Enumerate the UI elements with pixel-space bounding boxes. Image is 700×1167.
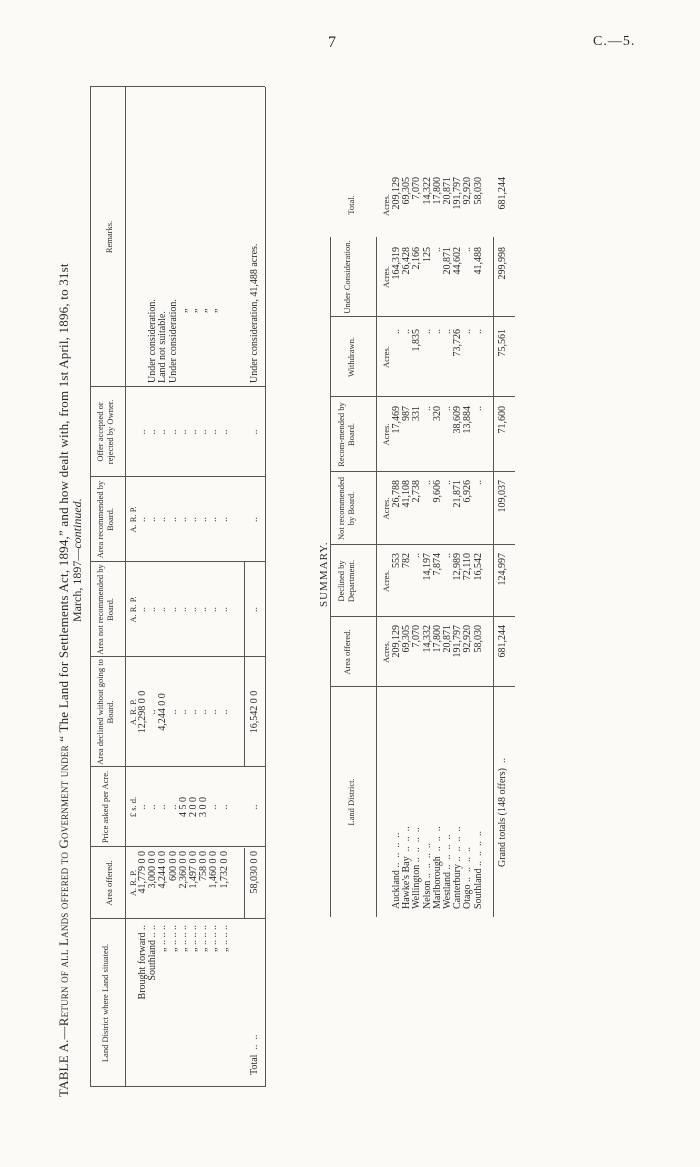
summary-offered-column bbox=[392, 625, 484, 685]
header-price: Price asked per Acre. bbox=[100, 770, 110, 844]
list-item: 58,030 bbox=[472, 177, 484, 205]
list-item: Wellington .. .. .. .. bbox=[411, 827, 423, 909]
list-item: „ bbox=[208, 308, 220, 313]
unit-price: £ s. d. bbox=[128, 796, 138, 818]
list-item: .. bbox=[147, 429, 159, 435]
list-item: .. bbox=[401, 329, 413, 334]
list-item: „ bbox=[198, 308, 210, 313]
unit-not-rec: A. R. P. bbox=[128, 596, 138, 623]
list-item: 12,298 0 0 bbox=[137, 690, 148, 734]
total-declined: 16,542 0 0 bbox=[249, 690, 260, 734]
list-item: „ .. .. .. bbox=[188, 925, 200, 952]
list-item: 41,488 bbox=[472, 247, 484, 275]
list-item: .. bbox=[462, 329, 474, 334]
list-item: .. bbox=[167, 429, 179, 435]
list-item: Under consideration. bbox=[147, 299, 159, 383]
list-item: Otago .. .. .. .. bbox=[462, 847, 474, 909]
list-item: 41,108 bbox=[401, 480, 413, 508]
list-item: 3 0 0 bbox=[198, 797, 210, 817]
header-remarks: Remarks. bbox=[104, 220, 114, 254]
list-item: Southland .. .. bbox=[147, 925, 159, 981]
list-item: 17,469 bbox=[391, 406, 402, 434]
list-item: Under consideration. bbox=[167, 299, 179, 383]
unit-declined: A. R. P. bbox=[128, 698, 138, 726]
total-rec: .. bbox=[249, 517, 260, 522]
summary-title: SUMMARY. bbox=[318, 541, 330, 607]
list-item: .. bbox=[188, 709, 200, 715]
list-item: 2,738 bbox=[411, 480, 423, 503]
summary-unit: Acres. bbox=[381, 641, 391, 663]
total-area: 58,030 0 0 bbox=[249, 851, 260, 894]
list-item: 782 bbox=[401, 553, 413, 568]
list-item: .. bbox=[391, 329, 402, 334]
title-line2a: March, 1897— bbox=[70, 548, 84, 622]
summary-unit: Acres. bbox=[381, 497, 391, 520]
list-item: „ .. .. .. bbox=[177, 925, 189, 952]
list-item: 13,884 bbox=[462, 406, 474, 434]
summary-unit: Acres. bbox=[381, 423, 391, 446]
list-item: 58,030 bbox=[472, 625, 484, 653]
list-item: 72,110 bbox=[462, 553, 474, 581]
list-item: 38,609 bbox=[452, 406, 464, 434]
list-item: Brought forward .. bbox=[137, 925, 148, 1000]
page-number: 7 bbox=[328, 34, 336, 51]
list-item: Westland .. .. .. .. bbox=[442, 834, 454, 909]
list-item: .. bbox=[188, 517, 200, 522]
unit-area: A. R. P. bbox=[128, 869, 138, 897]
list-item: 553 bbox=[391, 553, 402, 568]
grand-not-rec: 109,037 bbox=[497, 480, 508, 513]
list-item: 2,166 bbox=[411, 247, 423, 270]
list-item: .. bbox=[421, 329, 433, 334]
list-item: .. bbox=[218, 607, 230, 612]
list-item: 7,070 bbox=[411, 177, 423, 200]
list-item: Nelson .. .. .. .. bbox=[421, 843, 433, 909]
list-item: 12,989 bbox=[452, 553, 464, 581]
total-price: .. bbox=[249, 804, 260, 810]
summary-header-total: Total. bbox=[346, 195, 356, 215]
list-item: .. bbox=[472, 406, 484, 411]
list-item: .. bbox=[218, 429, 230, 435]
header-not-recommended: Area not recommended by Board. bbox=[95, 564, 115, 655]
list-item: .. bbox=[188, 429, 200, 435]
list-item: .. bbox=[177, 607, 189, 612]
offer-column bbox=[138, 389, 230, 475]
summary-unit: Acres. bbox=[381, 346, 391, 368]
list-item: .. bbox=[147, 607, 159, 612]
list-item: 14,197 bbox=[421, 553, 433, 581]
list-item: .. bbox=[147, 804, 159, 810]
list-item: .. bbox=[472, 480, 484, 485]
list-item: Canterbury .. .. .. .. bbox=[452, 826, 464, 909]
list-item: 987 bbox=[401, 406, 413, 421]
list-item: 20,871 bbox=[442, 177, 454, 205]
grand-withdrawn: 75,561 bbox=[497, 329, 508, 357]
list-item: 26,428 bbox=[401, 247, 413, 275]
list-item: .. bbox=[137, 429, 148, 435]
list-item: „ bbox=[177, 308, 189, 313]
header-declined: Area declined without going to Board. bbox=[95, 659, 115, 765]
title-main: Return of all Lands offered to Government under bbox=[56, 745, 71, 1027]
list-item: .. bbox=[167, 607, 179, 612]
list-item: .. bbox=[431, 247, 443, 252]
list-item: „ .. .. .. bbox=[167, 925, 179, 952]
list-item: .. bbox=[208, 607, 220, 612]
list-item: .. bbox=[167, 517, 179, 522]
declined-column bbox=[138, 659, 230, 765]
list-item: .. bbox=[198, 517, 210, 522]
list-item: .. bbox=[177, 517, 189, 522]
summary-header-declined: Declined by Department. bbox=[336, 559, 356, 603]
list-item: 14,322 bbox=[421, 177, 433, 205]
list-item: .. bbox=[421, 406, 433, 411]
list-item: .. bbox=[167, 804, 179, 810]
list-item: 69,305 bbox=[401, 625, 413, 653]
list-item: 69,305 bbox=[401, 177, 413, 205]
remarks-column bbox=[138, 93, 220, 383]
list-item: .. bbox=[157, 607, 169, 612]
summary-total-column bbox=[392, 177, 484, 235]
unit-rec: A. R. P. bbox=[128, 506, 138, 533]
list-item: .. bbox=[411, 553, 423, 558]
list-item: 21,871 bbox=[452, 480, 464, 508]
summary-header-not-rec: Not recommended by Board. bbox=[336, 476, 356, 541]
title-continued: continued. bbox=[70, 498, 84, 549]
summary-declined-column bbox=[392, 553, 484, 615]
list-item: Auckland .. .. .. .. bbox=[391, 832, 402, 909]
list-item: 73,726 bbox=[452, 329, 464, 357]
list-item: .. bbox=[208, 804, 220, 810]
grand-declined: 124,997 bbox=[497, 553, 508, 586]
list-item: .. bbox=[167, 709, 179, 715]
list-item: 209,129 bbox=[391, 625, 402, 658]
list-item: 20,871 bbox=[442, 247, 454, 275]
list-item: 2,360 0 0 bbox=[177, 851, 189, 889]
list-item: „ bbox=[188, 308, 199, 313]
summary-unit: Acres. bbox=[381, 194, 391, 216]
grand-under: 299,998 bbox=[497, 247, 508, 280]
list-item: 164,319 bbox=[391, 247, 402, 280]
list-item: 600 0 0 bbox=[167, 851, 179, 881]
list-item: Land not suitable. bbox=[157, 311, 169, 383]
list-item: .. bbox=[198, 607, 210, 612]
list-item: .. bbox=[198, 709, 210, 715]
header-area-offered: Area offered. bbox=[104, 860, 114, 906]
list-item: „ .. .. .. bbox=[208, 925, 220, 952]
list-item: .. bbox=[431, 329, 443, 334]
not-recommended-column bbox=[138, 564, 230, 655]
list-item: 26,788 bbox=[391, 480, 402, 508]
total-remarks: Under consideration, 41,488 acres. bbox=[249, 243, 260, 383]
list-item: 2 0 0 bbox=[188, 797, 200, 817]
list-item: Southland .. .. .. .. bbox=[472, 830, 484, 909]
area-offered-column bbox=[138, 851, 230, 917]
list-item: 17,800 bbox=[431, 625, 443, 653]
list-item: 4,244 0 0 bbox=[157, 851, 169, 889]
total-offer: .. bbox=[249, 429, 260, 435]
list-item: 7,874 bbox=[431, 553, 443, 576]
list-item: 191,797 bbox=[452, 625, 464, 658]
summary-header-under: Under Consideration. bbox=[342, 240, 352, 314]
list-item: .. bbox=[442, 553, 454, 558]
total-not-rec: .. bbox=[249, 607, 260, 612]
list-item: 1,732 0 0 bbox=[218, 851, 230, 889]
list-item: 92,920 bbox=[462, 177, 474, 205]
list-item: .. bbox=[218, 517, 230, 522]
table-title bbox=[56, 263, 72, 1097]
list-item: 41,779 0 0 bbox=[137, 851, 148, 894]
list-item: 4,244 0 0 bbox=[157, 693, 169, 731]
summary-header-district: Land District. bbox=[346, 778, 356, 826]
summary-rec-column bbox=[392, 406, 484, 470]
list-item: .. bbox=[147, 517, 159, 522]
list-item: .. bbox=[177, 709, 189, 715]
list-item: .. bbox=[218, 709, 230, 715]
list-item: 191,797 bbox=[452, 177, 464, 210]
list-item: 9,606 bbox=[431, 480, 443, 503]
list-item: .. bbox=[462, 247, 474, 252]
price-column bbox=[138, 769, 230, 845]
summary-unit: Acres. bbox=[381, 570, 391, 592]
list-item: 125 bbox=[421, 247, 433, 262]
summary-under-column bbox=[392, 247, 484, 315]
list-item: .. bbox=[472, 329, 484, 334]
list-item: 7,070 bbox=[411, 625, 423, 648]
title-prefix: TABLE A.— bbox=[56, 1026, 71, 1097]
list-item: 209,129 bbox=[391, 177, 402, 210]
list-item: „ .. .. .. bbox=[198, 925, 210, 952]
list-item: 17,800 bbox=[431, 177, 443, 205]
list-item: .. bbox=[442, 480, 454, 485]
header-offer: Offer accepted or rejected by Owner. bbox=[95, 399, 115, 465]
list-item: 16,542 bbox=[472, 553, 484, 581]
grand-totals-label: Grand totals (148 offers) .. bbox=[497, 758, 508, 867]
list-item: .. bbox=[177, 429, 189, 435]
summary-not-rec-column bbox=[392, 480, 484, 543]
district-list bbox=[138, 925, 230, 1083]
list-item: 1,835 bbox=[411, 329, 423, 352]
grand-offered: 681,244 bbox=[497, 625, 508, 658]
list-item: .. bbox=[218, 804, 230, 810]
header-district: Land District where Land situated. bbox=[100, 943, 110, 1063]
page-code: C.—5. bbox=[593, 34, 636, 49]
table-title-line2 bbox=[70, 498, 85, 622]
list-item: .. bbox=[198, 429, 210, 435]
grand-total: 681,244 bbox=[497, 177, 508, 210]
list-item: .. bbox=[147, 709, 159, 715]
list-item: „ .. .. .. bbox=[157, 925, 169, 952]
list-item: .. bbox=[188, 607, 200, 612]
list-item: 92,920 bbox=[462, 625, 474, 653]
list-item: .. bbox=[208, 709, 220, 715]
grand-rec: 71,600 bbox=[497, 406, 508, 434]
list-item: Marlborough .. .. .. bbox=[431, 826, 443, 909]
list-item: .. bbox=[157, 517, 169, 522]
list-item: 758 0 0 bbox=[198, 851, 210, 881]
header-recommended: Area recommended by Board. bbox=[95, 480, 115, 559]
list-item: .. bbox=[208, 429, 220, 435]
summary-district-column bbox=[392, 689, 484, 909]
list-item: 320 bbox=[431, 406, 443, 421]
list-item: „ .. .. .. bbox=[218, 925, 230, 952]
list-item: 331 bbox=[411, 406, 423, 421]
list-item: 4 5 0 bbox=[177, 797, 189, 817]
list-item: .. bbox=[442, 406, 454, 411]
recommended-column bbox=[138, 479, 230, 560]
list-item: 6,926 bbox=[462, 480, 474, 503]
list-item: 44,602 bbox=[452, 247, 464, 275]
list-item: .. bbox=[421, 480, 433, 485]
list-item: 1,460 0 0 bbox=[208, 851, 220, 889]
list-item: .. bbox=[442, 329, 454, 334]
list-item: .. bbox=[137, 607, 148, 612]
summary-header-withdrawn: Withdrawn. bbox=[346, 336, 356, 378]
list-item: 14,332 bbox=[421, 625, 433, 653]
list-item: 20,871 bbox=[442, 625, 454, 653]
list-item: .. bbox=[157, 429, 169, 435]
list-item: 3,000 0 0 bbox=[147, 851, 159, 889]
summary-header-rec: Recom-mended by Board. bbox=[336, 402, 356, 467]
list-item: .. bbox=[137, 804, 148, 810]
list-item: Hawke's Bay .. .. .. bbox=[401, 826, 413, 909]
list-item: .. bbox=[208, 517, 220, 522]
summary-unit: Acres. bbox=[381, 266, 391, 288]
title-rest: “ The Land for Settlements Act, 1894,” and how dealt with, from 1st April, 1896, to 31st bbox=[56, 263, 71, 742]
total-label: Total .. .. bbox=[249, 1034, 260, 1075]
summary-header-offered: Area offered. bbox=[342, 629, 352, 675]
summary-withdrawn-column bbox=[392, 329, 484, 395]
list-item: .. bbox=[137, 517, 148, 522]
list-item: .. bbox=[157, 804, 169, 810]
list-item: 1,497 0 0 bbox=[188, 851, 200, 889]
